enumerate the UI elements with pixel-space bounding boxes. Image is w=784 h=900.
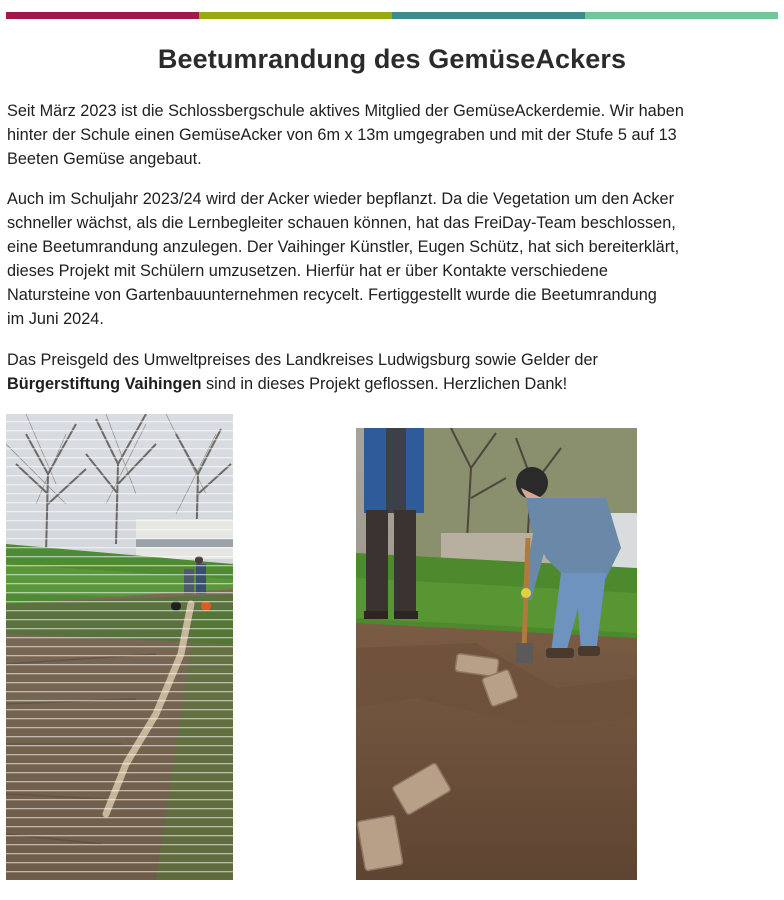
color-accent-bar — [6, 12, 778, 19]
page-title: Beetumrandung des GemüseAckers — [157, 44, 627, 74]
sponsor-name: Bürgerstiftung Vaihingen — [7, 375, 202, 393]
text-line: dieses Projekt mit Schülern umzusetzen. Hierfür hat er über Kontakte verschiedene — [7, 262, 608, 280]
digging-photo — [356, 428, 637, 880]
text-line: Beeten Gemüse angebaut. — [7, 150, 202, 168]
paragraph-thanks — [7, 348, 777, 396]
accent-bar-segment-2 — [199, 12, 392, 19]
text-line: hinter der Schule einen GemüseAcker von 6m x 13m umgegraben und mit der Stufe 5 auf 13 — [7, 126, 677, 144]
text-line: Das Preisgeld des Umweltpreises des Landkreises Ludwigsburg sowie Gelder der — [7, 351, 598, 369]
accent-bar-segment-1 — [6, 12, 199, 19]
accent-bar-segment-4 — [585, 12, 778, 19]
paragraph-intro — [7, 99, 777, 171]
text-line: schneller wächst, als die Lernbegleiter schauen können, hat das FreiDay-Team beschlossen, — [7, 214, 676, 232]
text-line: Seit März 2023 ist die Schlossbergschule aktives Mitglied der GemüseAckerdemie. Wir haben — [7, 102, 684, 120]
text-line: eine Beetumrandung anzulegen. Der Vaihinger Künstler, Eugen Schütz, hat sich bereiterklärt, — [7, 238, 680, 256]
text-line: im Juni 2024. — [7, 310, 104, 328]
text-line: Natursteine von Gartenbauunternehmen recycelt. Fertiggestellt wurde die Beetumrandung — [7, 286, 657, 304]
text-line: Auch im Schuljahr 2023/24 wird der Acker wieder bepflanzt. Da die Vegetation um den Acker — [7, 190, 675, 208]
garden-path-photo — [6, 414, 233, 880]
text-line: sind in dieses Projekt geflossen. Herzlichen Dank! — [201, 375, 568, 393]
paragraph-project — [7, 187, 777, 331]
accent-bar-segment-3 — [392, 12, 585, 19]
